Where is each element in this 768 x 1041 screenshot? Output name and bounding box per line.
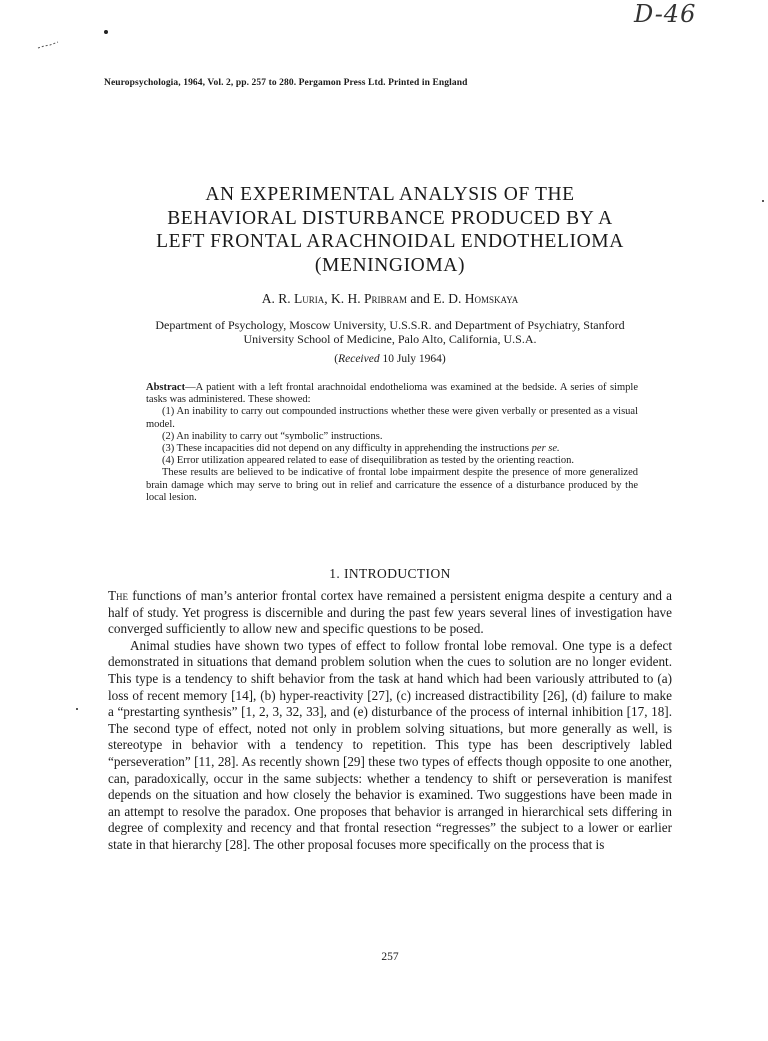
title-line: LEFT FRONTAL ARACHNOIDAL ENDOTHELIOMA [156,231,624,252]
author-name: A. R. Luria, [261,291,328,306]
author-list [120,291,660,307]
author-name: K. H. Pribram [331,291,408,306]
handwritten-note: D-46 [634,0,697,28]
author-name: E. D. Homskaya [433,291,519,306]
journal-citation: Neuropsychologia, 1964, Vol. 2, pp. 257 to 280. Pergamon Press Ltd. Printed in England [104,78,468,88]
title-line: AN EXPERIMENTAL ANALYSIS OF THE [205,184,575,205]
abstract-item: (2) An inability to carry out “symbolic” instructions. [162,430,383,442]
abstract-item: (1) An inability to carry out compounded instructions whether these were given verbally or presented as a visual model. [146,406,638,430]
paragraph: The functions of man’s anterior frontal cortex have remained a persistent enigma despite a century and a half of study. Yet progress is discernible and during the past few years several lines of investigation have converged sufficiently to allow new and specific questions to be posed. [108,588,672,637]
section-heading: 1. INTRODUCTION [329,566,451,581]
affiliation [104,318,676,346]
body-text [108,588,672,854]
affiliation-line: Department of Psychology, Moscow University, U.S.S.R. and Department of Psychiatry, Stanford [155,318,625,332]
paragraph: Animal studies have shown two types of effect to follow frontal lobe removal. One type is a defect demonstrated in situations that demand problem solution when the cues to solution are no longer evident. This type is a tendency to shift behavior from the task at hand which had been variously attributed to (a) loss of recent memory [14], (b) hyper-reactivity [27], (c) increased distractibility [26], (d) failure to make a “prestarting synthesis” [1, 2, 3, 32, 33], and (e) disturbance of the process of internal inhibition [17, 18]. The second type of effect, noted not only in problem solving situations, but more generally as well, is stereotype in behavior with a tendency to repetition. This type has been descriptively labled “perseveration” [11, 28]. As recently shown [29] these two types of effects though opposite to one another, can, paradoxically, occur in the same subjects: whether a tendency to shift or perseveration is manifest depends on the situation and how closely the behavior is examined. Two suggestions have been made in an attempt to resolve the paradox. One proposes that behavior is arranged in hierarchical sets differing in degree of complexity and recency and that frontal resection “regresses” the subject to a lower or earlier state in that hierarchy [28]. The other proposal focuses more specifically on the process that is [108,637,672,852]
title-line: BEHAVIORAL DISTURBANCE PRODUCED BY A [167,207,613,229]
scan-speck [762,200,764,202]
scan-mark [36,40,62,50]
affiliation-line: University School of Medicine, Palo Alto, California, U.S.A. [243,332,537,346]
abstract-conclusion: These results are believed to be indicative of frontal lobe impairment despite the presence of more generalized brain damage which may serve to bring out in relief and carricature the essence of a disturbance produced by the local lesion. [146,467,638,503]
scan-speck [104,30,108,34]
abstract-lead: Abstract—A patient with a left frontal arachnoidal endothelioma was examined at the bedside. A series of simple tasks was administered. These showed: [146,382,638,406]
received-label: Received [338,353,380,365]
abstract-label: Abstract [146,382,186,393]
page-number: 257 [381,951,399,963]
abstract-item: (4) Error utilization appeared related to ease of disequilibration as tested by the orienting reaction. [162,455,574,467]
title-line: (MENINGIOMA) [314,254,466,276]
scan-speck [76,708,78,710]
author-conjunction: and [410,291,430,306]
received-date: (Received 10 July 1964) [334,353,446,365]
paper-title [120,183,660,277]
abstract [146,382,638,504]
received-value: 10 July 1964 [382,353,442,365]
abstract-item: (3) These incapacities did not depend on any difficulty in apprehending the instructions per se. [162,443,560,455]
